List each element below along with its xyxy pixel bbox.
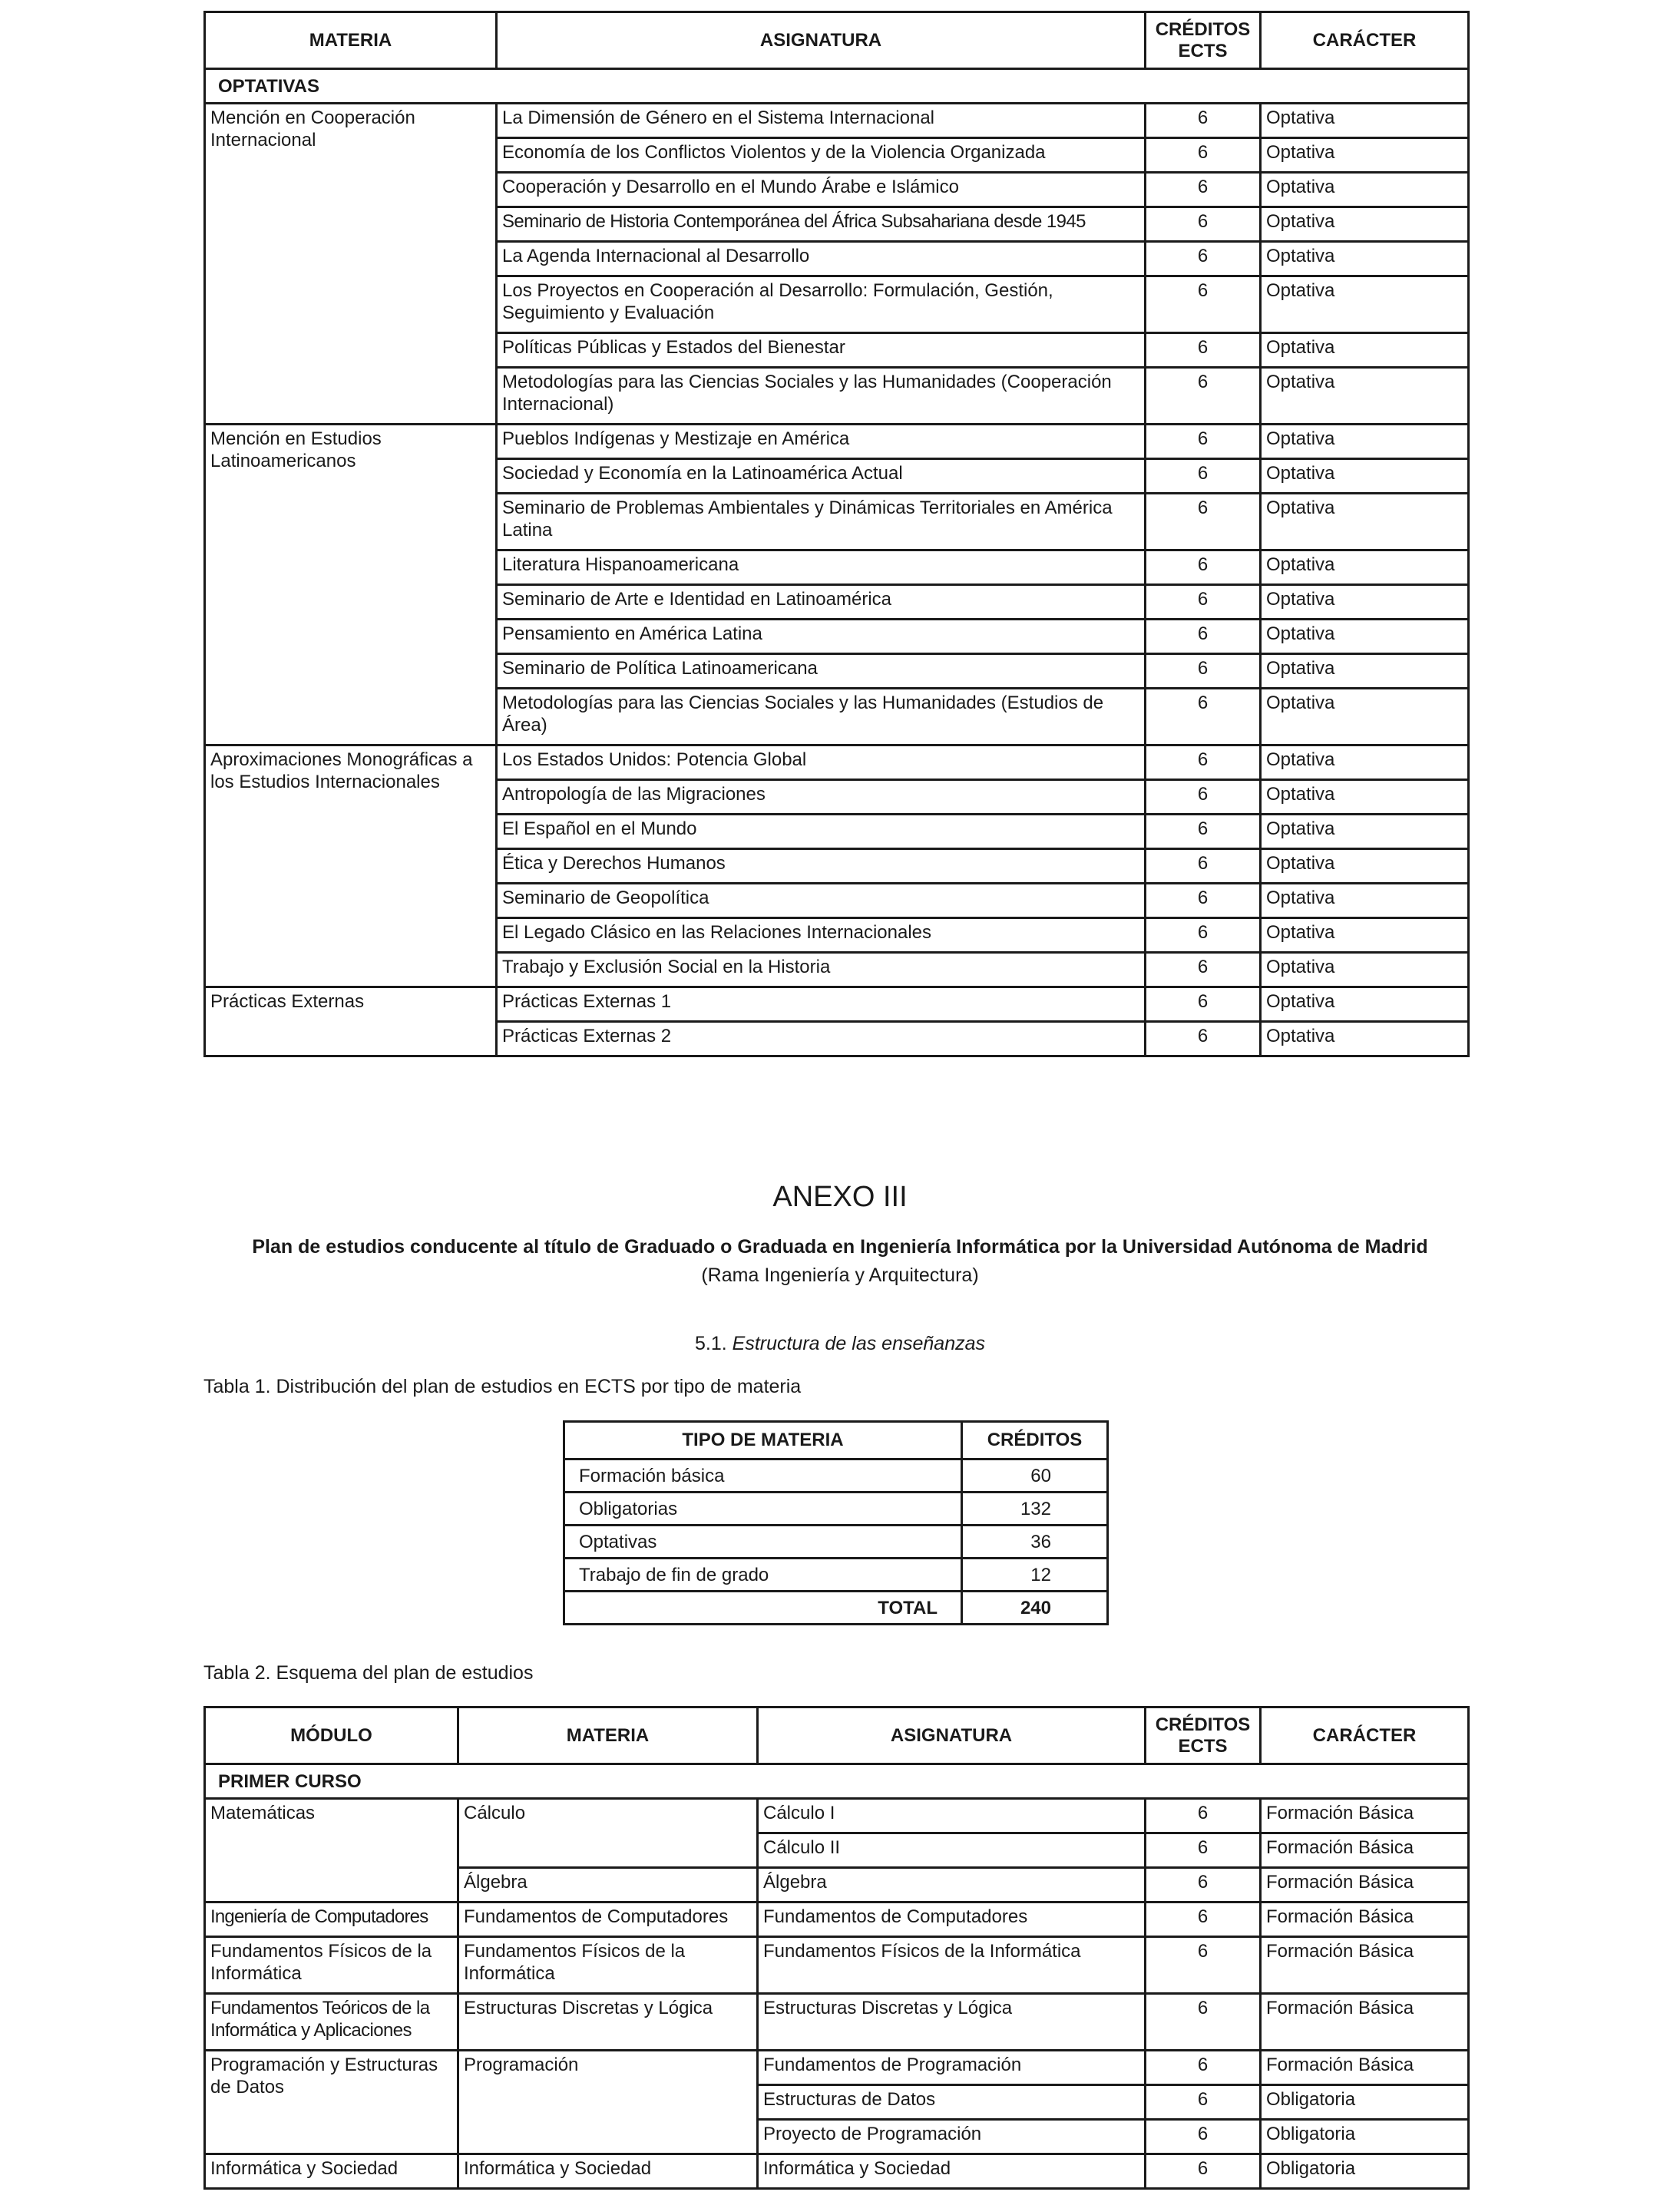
table-row: [205, 1903, 1469, 1937]
asignatura-cell: Prácticas Externas 1: [497, 987, 1146, 1022]
asignatura-cell: Trabajo y Exclusión Social en la Historia: [497, 953, 1146, 987]
header-asignatura: ASIGNATURA: [497, 12, 1146, 69]
asignatura-cell: Metodologías para las Ciencias Sociales y las Humanidades (Cooperación Internacional): [497, 368, 1146, 425]
caracter-cell: Formación Básica: [1261, 1937, 1469, 1994]
caracter-cell: Obligatoria: [1261, 2154, 1469, 2189]
caracter-cell: Formación Básica: [1261, 1903, 1469, 1937]
asignatura-cell: Fundamentos de Programación: [758, 2051, 1146, 2085]
table-row: [564, 1460, 1108, 1493]
creditos-cell: 6: [1146, 2154, 1261, 2189]
materia-cell: Fundamentos de Computadores: [458, 1903, 758, 1937]
asignatura-cell: Políticas Públicas y Estados del Bienestar: [497, 333, 1146, 368]
creditos-cell: 6: [1146, 494, 1261, 550]
creditos-cell: 6: [1146, 138, 1261, 173]
creditos-cell: 6: [1146, 815, 1261, 849]
creditos-cell: 6: [1146, 459, 1261, 494]
caracter-cell: Optativa: [1261, 585, 1469, 620]
asignatura-cell: Fundamentos de Computadores: [758, 1903, 1146, 1937]
materia-cell: Mención en Estudios Latinoamericanos: [205, 425, 497, 745]
caracter-cell: Optativa: [1261, 918, 1469, 953]
tipo-materia-table: [563, 1420, 1109, 1625]
modulo-cell: Matemáticas: [205, 1799, 458, 1903]
section-number: 5.1.: [694, 1333, 727, 1354]
creditos-cell: 6: [1146, 620, 1261, 654]
creditos-cell: 36: [962, 1526, 1108, 1559]
creditos-cell: 6: [1146, 425, 1261, 459]
caracter-cell: Obligatoria: [1261, 2120, 1469, 2154]
creditos-cell: 6: [1146, 745, 1261, 780]
creditos-cell: 12: [962, 1559, 1108, 1592]
creditos-cell: 6: [1146, 368, 1261, 425]
table-row: [564, 1526, 1108, 1559]
caracter-cell: Optativa: [1261, 368, 1469, 425]
section-label: PRIMER CURSO: [205, 1764, 1469, 1799]
materia-cell: Cálculo: [458, 1799, 758, 1868]
asignatura-cell: El Español en el Mundo: [497, 815, 1146, 849]
caracter-cell: Optativa: [1261, 550, 1469, 585]
creditos-cell: 6: [1146, 918, 1261, 953]
creditos-cell: 6: [1146, 654, 1261, 689]
optativas-table: [203, 11, 1470, 1057]
caracter-cell: Optativa: [1261, 884, 1469, 918]
creditos-cell: 6: [1146, 173, 1261, 207]
asignatura-cell: Los Proyectos en Cooperación al Desarrollo: Formulación, Gestión, Seguimiento y Evaluación: [497, 276, 1146, 333]
tipo-cell: Trabajo de fin de grado: [564, 1559, 962, 1592]
creditos-cell: 6: [1146, 242, 1261, 276]
header-creditos-line1: CRÉDITOS: [1155, 1714, 1251, 1735]
caracter-cell: Optativa: [1261, 207, 1469, 242]
creditos-cell: 6: [1146, 104, 1261, 138]
materia-cell: Programación: [458, 2051, 758, 2154]
caracter-cell: Optativa: [1261, 815, 1469, 849]
asignatura-cell: Cálculo I: [758, 1799, 1146, 1833]
table-row: [205, 2154, 1469, 2189]
creditos-cell: 6: [1146, 1022, 1261, 1056]
modulo-cell: Fundamentos Físicos de la Informática: [205, 1937, 458, 1994]
asignatura-cell: Sociedad y Economía en la Latinoamérica Actual: [497, 459, 1146, 494]
caracter-cell: Optativa: [1261, 745, 1469, 780]
plan-title: Plan de estudios conducente al título de Graduado o Graduada en Ingeniería Informática por la Universidad Autónoma de Madrid: [252, 1236, 1428, 1258]
header-asignatura: ASIGNATURA: [758, 1707, 1146, 1764]
creditos-cell: 6: [1146, 1937, 1261, 1994]
creditos-cell: 6: [1146, 1903, 1261, 1937]
header-creditos: [1146, 12, 1261, 69]
materia-cell: Informática y Sociedad: [458, 2154, 758, 2189]
creditos-cell: 6: [1146, 1833, 1261, 1868]
table-row: [205, 745, 1469, 780]
caracter-cell: Optativa: [1261, 104, 1469, 138]
total-value: 240: [962, 1592, 1108, 1625]
asignatura-cell: Estructuras Discretas y Lógica: [758, 1994, 1146, 2051]
creditos-cell: 6: [1146, 849, 1261, 884]
asignatura-cell: Los Estados Unidos: Potencia Global: [497, 745, 1146, 780]
caracter-cell: Optativa: [1261, 459, 1469, 494]
caracter-cell: Optativa: [1261, 953, 1469, 987]
tipo-cell: Formación básica: [564, 1460, 962, 1493]
materia-cell: Prácticas Externas: [205, 987, 497, 1056]
table-row: [205, 1994, 1469, 2051]
modulo-cell: Programación y Estructuras de Datos: [205, 2051, 458, 2154]
section-title: Estructura de las enseñanzas: [732, 1333, 985, 1354]
materia-cell: Mención en Cooperación Internacional: [205, 104, 497, 425]
materia-cell: Estructuras Discretas y Lógica: [458, 1994, 758, 2051]
header-materia: MATERIA: [458, 1707, 758, 1764]
table-row: [205, 425, 1469, 459]
header-tipo: TIPO DE MATERIA: [564, 1422, 962, 1460]
caracter-cell: Formación Básica: [1261, 1833, 1469, 1868]
caracter-cell: Formación Básica: [1261, 2051, 1469, 2085]
creditos-cell: 6: [1146, 987, 1261, 1022]
asignatura-cell: Proyecto de Programación: [758, 2120, 1146, 2154]
creditos-cell: 6: [1146, 1868, 1261, 1903]
total-label: TOTAL: [564, 1592, 962, 1625]
table-row: [564, 1559, 1108, 1592]
caracter-cell: Optativa: [1261, 425, 1469, 459]
asignatura-cell: Informática y Sociedad: [758, 2154, 1146, 2189]
header-creditos: CRÉDITOS: [962, 1422, 1108, 1460]
modulo-cell: Ingeniería de Computadores: [205, 1903, 458, 1937]
creditos-cell: 6: [1146, 2051, 1261, 2085]
caracter-cell: Optativa: [1261, 849, 1469, 884]
asignatura-cell: Seminario de Problemas Ambientales y Dinámicas Territoriales en América Latina: [497, 494, 1146, 550]
caracter-cell: Optativa: [1261, 333, 1469, 368]
modulo-cell: Fundamentos Teóricos de la Informática y Aplicaciones: [205, 1994, 458, 2051]
caracter-cell: Formación Básica: [1261, 1799, 1469, 1833]
caracter-cell: Optativa: [1261, 689, 1469, 745]
header-creditos-line2: ECTS: [1178, 1735, 1228, 1757]
header-caracter: CARÁCTER: [1261, 12, 1469, 69]
caracter-cell: Optativa: [1261, 276, 1469, 333]
table-row: [564, 1493, 1108, 1526]
creditos-cell: 6: [1146, 1799, 1261, 1833]
table-row: [205, 2051, 1469, 2085]
asignatura-cell: Pueblos Indígenas y Mestizaje en América: [497, 425, 1146, 459]
caracter-cell: Optativa: [1261, 173, 1469, 207]
plan-estudios-table: [203, 1706, 1470, 2190]
asignatura-cell: Seminario de Política Latinoamericana: [497, 654, 1146, 689]
section-heading: [0, 1333, 1680, 1355]
caracter-cell: Optativa: [1261, 242, 1469, 276]
table1-caption: Tabla 1. Distribución del plan de estudios en ECTS por tipo de materia: [203, 1376, 802, 1397]
table-row: [205, 104, 1469, 138]
header-modulo: MÓDULO: [205, 1707, 458, 1764]
creditos-cell: 6: [1146, 780, 1261, 815]
caracter-cell: Optativa: [1261, 138, 1469, 173]
anexo-title: ANEXO III: [772, 1181, 908, 1213]
tipo-cell: Optativas: [564, 1526, 962, 1559]
rama-subtitle: (Rama Ingeniería y Arquitectura): [701, 1264, 979, 1286]
table-row: [205, 987, 1469, 1022]
caracter-cell: Obligatoria: [1261, 2085, 1469, 2120]
header-caracter: CARÁCTER: [1261, 1707, 1469, 1764]
asignatura-cell: Economía de los Conflictos Violentos y de la Violencia Organizada: [497, 138, 1146, 173]
asignatura-cell: Fundamentos Físicos de la Informática: [758, 1937, 1146, 1994]
materia-cell: Álgebra: [458, 1868, 758, 1903]
creditos-cell: 6: [1146, 2120, 1261, 2154]
caracter-cell: Optativa: [1261, 1022, 1469, 1056]
asignatura-cell: La Dimensión de Género en el Sistema Internacional: [497, 104, 1146, 138]
caracter-cell: Optativa: [1261, 620, 1469, 654]
caracter-cell: Optativa: [1261, 987, 1469, 1022]
asignatura-cell: Antropología de las Migraciones: [497, 780, 1146, 815]
creditos-cell: 6: [1146, 276, 1261, 333]
creditos-cell: 6: [1146, 550, 1261, 585]
materia-cell: Fundamentos Físicos de la Informática: [458, 1937, 758, 1994]
header-creditos-line2: ECTS: [1178, 40, 1228, 61]
table-row: [205, 1799, 1469, 1833]
asignatura-cell: El Legado Clásico en las Relaciones Internacionales: [497, 918, 1146, 953]
caracter-cell: Optativa: [1261, 654, 1469, 689]
asignatura-cell: Pensamiento en América Latina: [497, 620, 1146, 654]
creditos-cell: 6: [1146, 953, 1261, 987]
asignatura-cell: Cálculo II: [758, 1833, 1146, 1868]
caracter-cell: Optativa: [1261, 494, 1469, 550]
asignatura-cell: Seminario de Geopolítica: [497, 884, 1146, 918]
creditos-cell: 60: [962, 1460, 1108, 1493]
caracter-cell: Formación Básica: [1261, 1868, 1469, 1903]
creditos-cell: 6: [1146, 689, 1261, 745]
asignatura-cell: Prácticas Externas 2: [497, 1022, 1146, 1056]
asignatura-cell: La Agenda Internacional al Desarrollo: [497, 242, 1146, 276]
table-row: [205, 1937, 1469, 1994]
header-creditos-line1: CRÉDITOS: [1155, 18, 1251, 40]
asignatura-cell: Ética y Derechos Humanos: [497, 849, 1146, 884]
header-materia: MATERIA: [205, 12, 497, 69]
asignatura-cell: Cooperación y Desarrollo en el Mundo Árabe e Islámico: [497, 173, 1146, 207]
creditos-cell: 6: [1146, 333, 1261, 368]
modulo-cell: Informática y Sociedad: [205, 2154, 458, 2189]
asignatura-cell: Metodologías para las Ciencias Sociales y las Humanidades (Estudios de Área): [497, 689, 1146, 745]
creditos-cell: 6: [1146, 207, 1261, 242]
creditos-cell: 132: [962, 1493, 1108, 1526]
section-label: OPTATIVAS: [205, 69, 1469, 104]
asignatura-cell: Seminario de Arte e Identidad en Latinoamérica: [497, 585, 1146, 620]
creditos-cell: 6: [1146, 585, 1261, 620]
asignatura-cell: Estructuras de Datos: [758, 2085, 1146, 2120]
asignatura-cell: Álgebra: [758, 1868, 1146, 1903]
header-creditos: [1146, 1707, 1261, 1764]
creditos-cell: 6: [1146, 2085, 1261, 2120]
creditos-cell: 6: [1146, 884, 1261, 918]
creditos-cell: 6: [1146, 1994, 1261, 2051]
materia-cell: Aproximaciones Monográficas a los Estudios Internacionales: [205, 745, 497, 987]
caracter-cell: Formación Básica: [1261, 1994, 1469, 2051]
asignatura-cell: Literatura Hispanoamericana: [497, 550, 1146, 585]
total-row: [564, 1592, 1108, 1625]
asignatura-cell: Seminario de Historia Contemporánea del África Subsahariana desde 1945: [497, 207, 1146, 242]
tipo-cell: Obligatorias: [564, 1493, 962, 1526]
caracter-cell: Optativa: [1261, 780, 1469, 815]
table2-caption: Tabla 2. Esquema del plan de estudios: [203, 1662, 534, 1684]
